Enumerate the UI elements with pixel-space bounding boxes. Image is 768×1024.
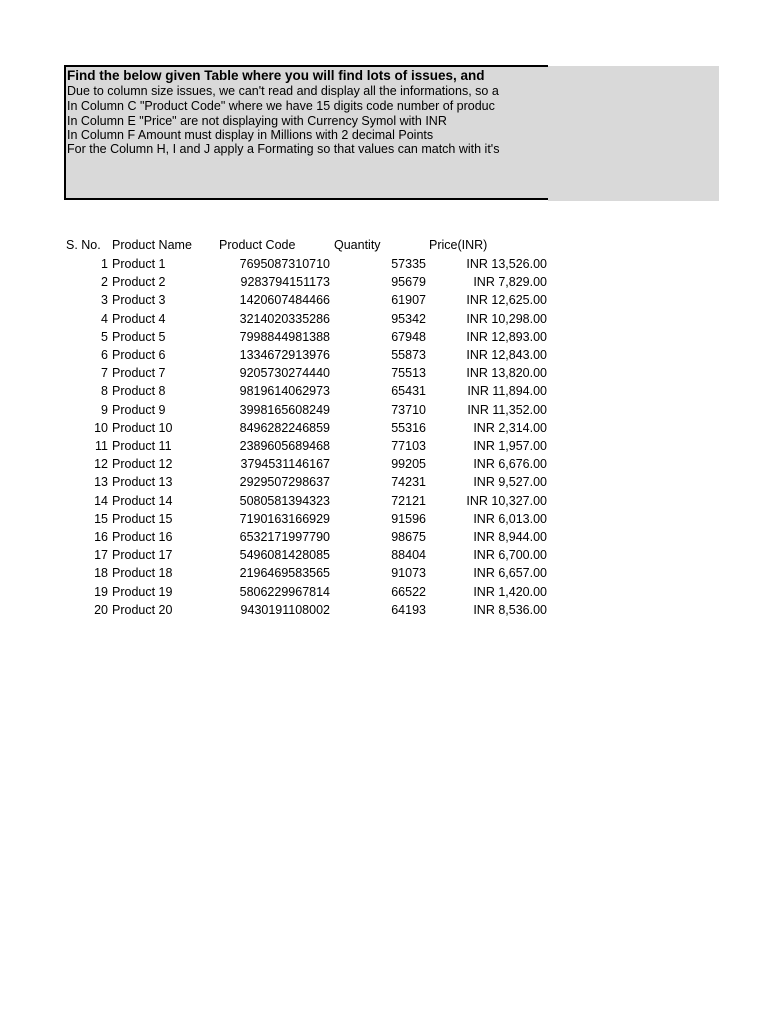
cell-sno: 7 (101, 366, 108, 381)
cell-product-code: 3794531146167 (240, 457, 330, 472)
cell-product-name: Product 4 (112, 311, 166, 326)
cell-price: INR 8,944.00 (473, 530, 547, 544)
notes-line: In Column C "Product Code" where we have 15 digits code number of produc (67, 99, 495, 113)
cell-product-code: 2389605689468 (239, 439, 330, 453)
cell-product-name: Product 5 (112, 329, 166, 344)
cell-sno: 9 (101, 402, 108, 417)
cell-price: INR 1,957.00 (473, 439, 547, 453)
cell-product-name: Product 16 (112, 530, 173, 544)
cell-sno: 20 (94, 602, 108, 617)
notes-box (64, 65, 548, 200)
cell-sno: 17 (94, 548, 108, 563)
cell-quantity: 98675 (391, 530, 426, 544)
cell-product-name: Product 9 (112, 402, 166, 417)
cell-sno: 15 (94, 511, 108, 526)
cell-product-code: 9283794151173 (240, 275, 330, 290)
cell-sno: 14 (94, 493, 108, 508)
cell-price: INR 2,314.00 (473, 420, 547, 435)
cell-product-code: 2929507298637 (239, 475, 330, 490)
cell-quantity: 55873 (391, 348, 426, 362)
cell-quantity: 64193 (391, 602, 426, 617)
cell-product-name: Product 1 (112, 257, 166, 271)
cell-product-name: Product 11 (112, 439, 172, 453)
cell-quantity: 91073 (391, 566, 426, 581)
cell-price: INR 8,536.00 (473, 602, 547, 617)
cell-product-name: Product 18 (112, 566, 173, 581)
cell-product-name: Product 19 (112, 584, 173, 599)
cell-price: INR 1,420.00 (473, 584, 547, 599)
header-price: Price(INR) (429, 238, 488, 252)
cell-sno: 8 (101, 384, 108, 399)
cell-sno: 4 (101, 311, 108, 326)
cell-product-code: 9430191108002 (240, 602, 330, 617)
cell-quantity: 65431 (391, 384, 426, 399)
cell-sno: 16 (94, 530, 108, 544)
cell-sno: 13 (94, 475, 108, 490)
cell-product-name: Product 7 (112, 366, 166, 381)
cell-price: INR 6,700.00 (473, 548, 547, 563)
cell-price: INR 6,013.00 (473, 511, 547, 526)
cell-quantity: 61907 (391, 293, 426, 308)
cell-product-code: 1420607484466 (239, 293, 330, 308)
cell-price: INR 12,843.00 (466, 348, 547, 362)
cell-product-code: 5496081428085 (239, 548, 330, 563)
cell-quantity: 57335 (391, 257, 426, 271)
cell-quantity: 66522 (391, 584, 426, 599)
notes-line: In Column E "Price" are not displaying with Currency Symol with INR (67, 114, 447, 128)
cell-quantity: 99205 (391, 457, 426, 472)
cell-product-code: 7190163166929 (239, 511, 330, 526)
cell-quantity: 67948 (391, 329, 426, 344)
notes-line: Due to column size issues, we can't read and display all the informations, so a (67, 84, 499, 98)
header-product-name: Product Name (112, 238, 192, 252)
cell-sno: 6 (101, 348, 108, 362)
cell-sno: 11 (95, 439, 108, 453)
cell-quantity: 55316 (391, 420, 426, 435)
cell-sno: 2 (101, 275, 108, 290)
cell-price: INR 12,625.00 (466, 293, 547, 308)
cell-product-code: 7695087310710 (239, 257, 330, 271)
cell-price: INR 13,820.00 (466, 366, 547, 381)
cell-price: INR 11,894.00 (467, 384, 547, 399)
cell-product-code: 8496282246859 (239, 420, 330, 435)
cell-sno: 3 (101, 293, 108, 308)
cell-price: INR 10,327.00 (466, 493, 547, 508)
cell-price: INR 9,527.00 (473, 475, 547, 490)
cell-quantity: 75513 (391, 366, 426, 381)
cell-quantity: 95342 (391, 311, 426, 326)
cell-sno: 5 (101, 329, 108, 344)
cell-quantity: 91596 (391, 511, 426, 526)
cell-product-name: Product 8 (112, 384, 166, 399)
cell-price: INR 12,893.00 (466, 329, 547, 344)
cell-sno: 18 (94, 566, 108, 581)
header-quantity: Quantity (334, 238, 381, 252)
cell-product-code: 2196469583565 (239, 566, 330, 581)
notes-box-overflow-fill (548, 66, 719, 201)
cell-product-code: 9819614062973 (239, 384, 330, 399)
cell-product-code: 3214020335286 (239, 311, 330, 326)
notes-line: For the Column H, I and J apply a Formating so that values can match with it's (67, 142, 500, 156)
cell-price: INR 6,657.00 (473, 566, 547, 581)
header-product-code: Product Code (219, 238, 296, 252)
cell-quantity: 72121 (391, 493, 426, 508)
cell-quantity: 95679 (391, 275, 426, 290)
cell-product-code: 5806229967814 (239, 584, 330, 599)
cell-product-name: Product 2 (112, 275, 166, 290)
cell-product-code: 3998165608249 (239, 402, 330, 417)
cell-quantity: 73710 (391, 402, 426, 417)
cell-price: INR 10,298.00 (466, 311, 547, 326)
cell-quantity: 88404 (391, 548, 426, 563)
cell-product-name: Product 6 (112, 348, 166, 362)
cell-quantity: 74231 (391, 475, 426, 490)
cell-product-code: 9205730274440 (239, 366, 330, 381)
cell-product-name: Product 15 (112, 511, 173, 526)
cell-price: INR 11,352.00 (467, 402, 547, 417)
notes-title: Find the below given Table where you will find lots of issues, and (67, 68, 485, 83)
cell-product-name: Product 14 (112, 493, 173, 508)
cell-product-code: 7998844981388 (239, 329, 330, 344)
cell-quantity: 77103 (391, 439, 426, 453)
cell-product-code: 5080581394323 (239, 493, 330, 508)
cell-product-name: Product 13 (112, 475, 173, 490)
cell-product-code: 1334672913976 (239, 348, 330, 362)
cell-product-code: 6532171997790 (239, 530, 330, 544)
cell-product-name: Product 10 (112, 420, 173, 435)
cell-sno: 19 (94, 584, 108, 599)
cell-price: INR 13,526.00 (466, 257, 547, 271)
notes-line: In Column F Amount must display in Millions with 2 decimal Points (67, 128, 434, 142)
cell-sno: 12 (94, 457, 108, 472)
cell-product-name: Product 20 (112, 602, 173, 617)
cell-product-name: Product 17 (112, 548, 173, 563)
cell-product-name: Product 3 (112, 293, 166, 308)
cell-sno: 1 (101, 257, 108, 271)
header-sno: S. No. (66, 238, 101, 252)
cell-price: INR 7,829.00 (473, 275, 547, 290)
cell-sno: 10 (94, 420, 108, 435)
cell-price: INR 6,676.00 (473, 457, 547, 472)
cell-product-name: Product 12 (112, 457, 173, 472)
